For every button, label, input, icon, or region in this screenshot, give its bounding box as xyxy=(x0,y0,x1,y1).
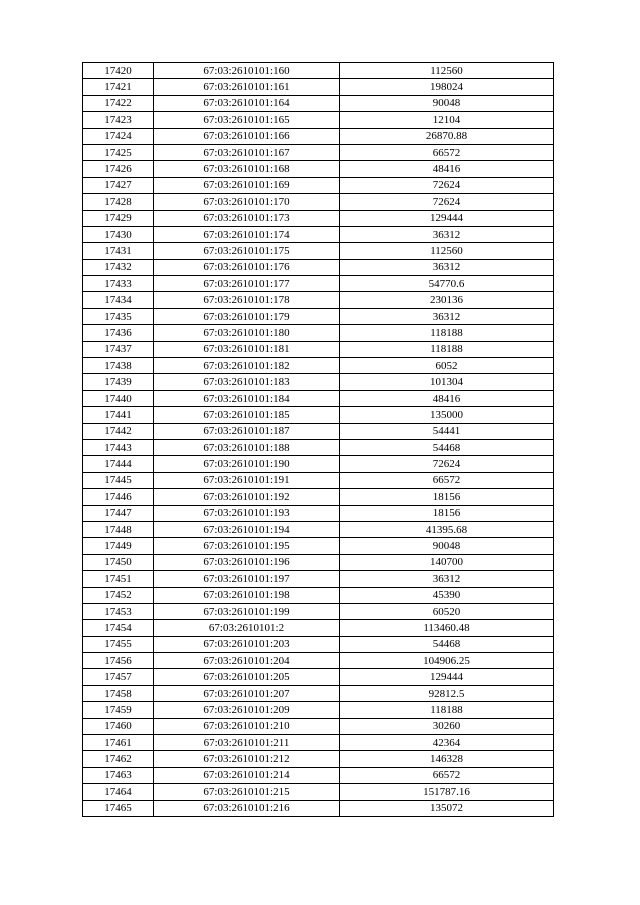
row-number-cell: 17449 xyxy=(83,538,154,554)
cadastral-number-cell: 67:03:2610101:192 xyxy=(154,489,340,505)
value-cell: 26870.88 xyxy=(340,128,554,144)
table-row xyxy=(83,620,554,636)
row-number-cell: 17459 xyxy=(83,702,154,718)
cadastral-number-cell: 67:03:2610101:207 xyxy=(154,685,340,701)
cadastral-number-cell: 67:03:2610101:211 xyxy=(154,735,340,751)
value-cell: 42364 xyxy=(340,735,554,751)
table-row xyxy=(83,800,554,816)
value-cell: 18156 xyxy=(340,489,554,505)
value-cell: 112560 xyxy=(340,63,554,79)
cadastral-number-cell: 67:03:2610101:195 xyxy=(154,538,340,554)
row-number-cell: 17444 xyxy=(83,456,154,472)
cadastral-number-cell: 67:03:2610101:203 xyxy=(154,636,340,652)
cadastral-number-cell: 67:03:2610101:164 xyxy=(154,95,340,111)
row-number-cell: 17436 xyxy=(83,325,154,341)
cadastral-number-cell: 67:03:2610101:204 xyxy=(154,653,340,669)
cadastral-number-cell: 67:03:2610101:2 xyxy=(154,620,340,636)
value-cell: 92812.5 xyxy=(340,685,554,701)
value-cell: 135072 xyxy=(340,800,554,816)
table-row xyxy=(83,144,554,160)
row-number-cell: 17454 xyxy=(83,620,154,636)
value-cell: 12104 xyxy=(340,112,554,128)
table-row xyxy=(83,63,554,79)
row-number-cell: 17456 xyxy=(83,653,154,669)
cadastral-number-cell: 67:03:2610101:198 xyxy=(154,587,340,603)
value-cell: 230136 xyxy=(340,292,554,308)
row-number-cell: 17451 xyxy=(83,571,154,587)
value-cell: 118188 xyxy=(340,325,554,341)
cadastral-number-cell: 67:03:2610101:197 xyxy=(154,571,340,587)
value-cell: 45390 xyxy=(340,587,554,603)
table-row xyxy=(83,79,554,95)
row-number-cell: 17450 xyxy=(83,554,154,570)
value-cell: 48416 xyxy=(340,161,554,177)
row-number-cell: 17463 xyxy=(83,767,154,783)
table-row xyxy=(83,341,554,357)
value-cell: 54441 xyxy=(340,423,554,439)
cadastral-number-cell: 67:03:2610101:196 xyxy=(154,554,340,570)
row-number-cell: 17422 xyxy=(83,95,154,111)
value-cell: 112560 xyxy=(340,243,554,259)
row-number-cell: 17453 xyxy=(83,603,154,619)
row-number-cell: 17434 xyxy=(83,292,154,308)
cadastral-number-cell: 67:03:2610101:178 xyxy=(154,292,340,308)
row-number-cell: 17439 xyxy=(83,374,154,390)
row-number-cell: 17452 xyxy=(83,587,154,603)
value-cell: 90048 xyxy=(340,538,554,554)
value-cell: 54770.6 xyxy=(340,276,554,292)
cadastral-number-cell: 67:03:2610101:182 xyxy=(154,358,340,374)
row-number-cell: 17421 xyxy=(83,79,154,95)
row-number-cell: 17437 xyxy=(83,341,154,357)
cadastral-number-cell: 67:03:2610101:175 xyxy=(154,243,340,259)
value-cell: 36312 xyxy=(340,259,554,275)
table-row xyxy=(83,95,554,111)
row-number-cell: 17424 xyxy=(83,128,154,144)
row-number-cell: 17460 xyxy=(83,718,154,734)
row-number-cell: 17441 xyxy=(83,407,154,423)
value-cell: 6052 xyxy=(340,358,554,374)
cadastral-number-cell: 67:03:2610101:173 xyxy=(154,210,340,226)
row-number-cell: 17423 xyxy=(83,112,154,128)
cadastral-number-cell: 67:03:2610101:176 xyxy=(154,259,340,275)
table-row xyxy=(83,603,554,619)
value-cell: 41395.68 xyxy=(340,521,554,537)
row-number-cell: 17440 xyxy=(83,390,154,406)
table-row xyxy=(83,374,554,390)
table-row xyxy=(83,276,554,292)
row-number-cell: 17465 xyxy=(83,800,154,816)
cadastral-number-cell: 67:03:2610101:194 xyxy=(154,521,340,537)
value-cell: 113460.48 xyxy=(340,620,554,636)
cadastral-number-cell: 67:03:2610101:184 xyxy=(154,390,340,406)
cadastral-number-cell: 67:03:2610101:215 xyxy=(154,784,340,800)
table-row xyxy=(83,259,554,275)
cadastral-number-cell: 67:03:2610101:166 xyxy=(154,128,340,144)
cadastral-number-cell: 67:03:2610101:199 xyxy=(154,603,340,619)
table-row xyxy=(83,407,554,423)
row-number-cell: 17431 xyxy=(83,243,154,259)
table-row xyxy=(83,767,554,783)
row-number-cell: 17461 xyxy=(83,735,154,751)
cadastral-number-cell: 67:03:2610101:168 xyxy=(154,161,340,177)
cadastral-number-cell: 67:03:2610101:191 xyxy=(154,472,340,488)
value-cell: 66572 xyxy=(340,144,554,160)
value-cell: 36312 xyxy=(340,226,554,242)
cadastral-number-cell: 67:03:2610101:188 xyxy=(154,439,340,455)
row-number-cell: 17446 xyxy=(83,489,154,505)
cadastral-number-cell: 67:03:2610101:183 xyxy=(154,374,340,390)
row-number-cell: 17445 xyxy=(83,472,154,488)
value-cell: 36312 xyxy=(340,308,554,324)
cadastral-number-cell: 67:03:2610101:165 xyxy=(154,112,340,128)
table-row xyxy=(83,521,554,537)
table-row xyxy=(83,489,554,505)
table-row xyxy=(83,505,554,521)
value-cell: 72624 xyxy=(340,194,554,210)
cadastral-value-table xyxy=(82,62,554,817)
row-number-cell: 17462 xyxy=(83,751,154,767)
table-row xyxy=(83,784,554,800)
table-row xyxy=(83,358,554,374)
table-row xyxy=(83,456,554,472)
cadastral-number-cell: 67:03:2610101:169 xyxy=(154,177,340,193)
cadastral-number-cell: 67:03:2610101:216 xyxy=(154,800,340,816)
row-number-cell: 17430 xyxy=(83,226,154,242)
row-number-cell: 17420 xyxy=(83,63,154,79)
cadastral-number-cell: 67:03:2610101:170 xyxy=(154,194,340,210)
value-cell: 118188 xyxy=(340,341,554,357)
row-number-cell: 17457 xyxy=(83,669,154,685)
table-row xyxy=(83,636,554,652)
cadastral-number-cell: 67:03:2610101:181 xyxy=(154,341,340,357)
table-row xyxy=(83,161,554,177)
table-row xyxy=(83,292,554,308)
table-row xyxy=(83,423,554,439)
row-number-cell: 17443 xyxy=(83,439,154,455)
value-cell: 101304 xyxy=(340,374,554,390)
value-cell: 72624 xyxy=(340,177,554,193)
table-row xyxy=(83,128,554,144)
value-cell: 54468 xyxy=(340,636,554,652)
cadastral-number-cell: 67:03:2610101:167 xyxy=(154,144,340,160)
row-number-cell: 17448 xyxy=(83,521,154,537)
row-number-cell: 17426 xyxy=(83,161,154,177)
value-cell: 135000 xyxy=(340,407,554,423)
value-cell: 198024 xyxy=(340,79,554,95)
value-cell: 118188 xyxy=(340,702,554,718)
row-number-cell: 17464 xyxy=(83,784,154,800)
value-cell: 60520 xyxy=(340,603,554,619)
value-cell: 129444 xyxy=(340,669,554,685)
cadastral-number-cell: 67:03:2610101:174 xyxy=(154,226,340,242)
row-number-cell: 17428 xyxy=(83,194,154,210)
row-number-cell: 17435 xyxy=(83,308,154,324)
cadastral-number-cell: 67:03:2610101:205 xyxy=(154,669,340,685)
cadastral-number-cell: 67:03:2610101:210 xyxy=(154,718,340,734)
table-row xyxy=(83,718,554,734)
value-cell: 104906.25 xyxy=(340,653,554,669)
table-row xyxy=(83,226,554,242)
table-row xyxy=(83,554,554,570)
value-cell: 30260 xyxy=(340,718,554,734)
cadastral-number-cell: 67:03:2610101:190 xyxy=(154,456,340,472)
table-row xyxy=(83,194,554,210)
cadastral-number-cell: 67:03:2610101:212 xyxy=(154,751,340,767)
table-row xyxy=(83,538,554,554)
table-row xyxy=(83,685,554,701)
table-row xyxy=(83,702,554,718)
value-cell: 151787.16 xyxy=(340,784,554,800)
row-number-cell: 17427 xyxy=(83,177,154,193)
cadastral-number-cell: 67:03:2610101:161 xyxy=(154,79,340,95)
cadastral-number-cell: 67:03:2610101:214 xyxy=(154,767,340,783)
table-row xyxy=(83,669,554,685)
table-row xyxy=(83,112,554,128)
table-row xyxy=(83,325,554,341)
table-row xyxy=(83,587,554,603)
cadastral-number-cell: 67:03:2610101:209 xyxy=(154,702,340,718)
cadastral-number-cell: 67:03:2610101:177 xyxy=(154,276,340,292)
table-row xyxy=(83,751,554,767)
value-cell: 146328 xyxy=(340,751,554,767)
table-row xyxy=(83,308,554,324)
row-number-cell: 17429 xyxy=(83,210,154,226)
value-cell: 48416 xyxy=(340,390,554,406)
value-cell: 54468 xyxy=(340,439,554,455)
cadastral-number-cell: 67:03:2610101:187 xyxy=(154,423,340,439)
value-cell: 140700 xyxy=(340,554,554,570)
value-cell: 90048 xyxy=(340,95,554,111)
cadastral-number-cell: 67:03:2610101:185 xyxy=(154,407,340,423)
cadastral-number-cell: 67:03:2610101:180 xyxy=(154,325,340,341)
value-cell: 36312 xyxy=(340,571,554,587)
table-row xyxy=(83,390,554,406)
table-row xyxy=(83,177,554,193)
table-body xyxy=(83,63,554,817)
row-number-cell: 17432 xyxy=(83,259,154,275)
value-cell: 72624 xyxy=(340,456,554,472)
value-cell: 66572 xyxy=(340,472,554,488)
row-number-cell: 17447 xyxy=(83,505,154,521)
value-cell: 66572 xyxy=(340,767,554,783)
row-number-cell: 17425 xyxy=(83,144,154,160)
row-number-cell: 17442 xyxy=(83,423,154,439)
table-row xyxy=(83,735,554,751)
table-row xyxy=(83,243,554,259)
table-row xyxy=(83,571,554,587)
value-cell: 129444 xyxy=(340,210,554,226)
value-cell: 18156 xyxy=(340,505,554,521)
row-number-cell: 17433 xyxy=(83,276,154,292)
cadastral-number-cell: 67:03:2610101:179 xyxy=(154,308,340,324)
table-row xyxy=(83,210,554,226)
table-row xyxy=(83,653,554,669)
cadastral-number-cell: 67:03:2610101:193 xyxy=(154,505,340,521)
table-row xyxy=(83,472,554,488)
row-number-cell: 17455 xyxy=(83,636,154,652)
cadastral-number-cell: 67:03:2610101:160 xyxy=(154,63,340,79)
table-row xyxy=(83,439,554,455)
row-number-cell: 17458 xyxy=(83,685,154,701)
row-number-cell: 17438 xyxy=(83,358,154,374)
